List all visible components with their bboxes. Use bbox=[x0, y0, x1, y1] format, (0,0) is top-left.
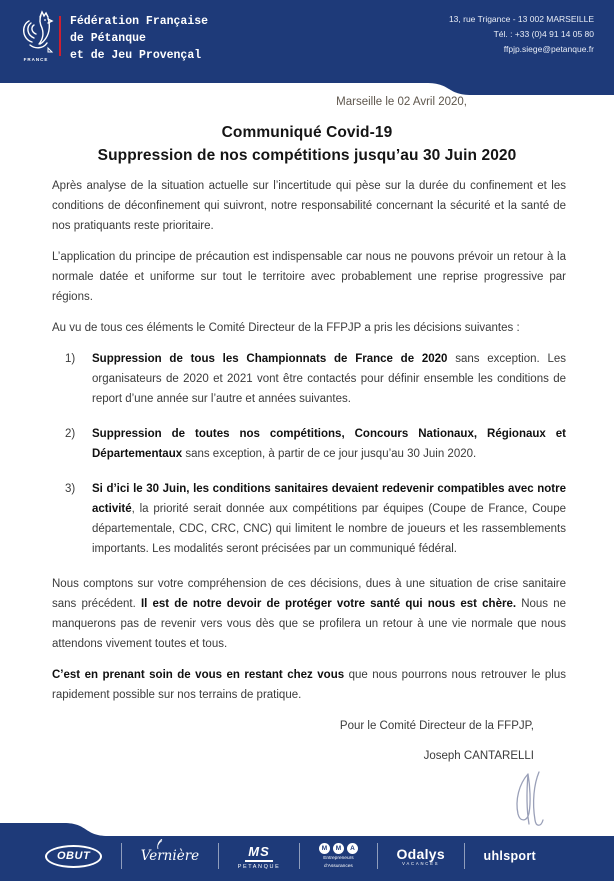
paragraph: L’application du principe de précaution est indispensable car nous ne pouvons prévoir un retour à la normale datée et uniforme sur tout le territoire avec probablement une reprise progressive par régions. bbox=[52, 251, 566, 303]
org-name bbox=[70, 13, 208, 64]
address-email: ffpjp.siege@petanque.fr bbox=[503, 44, 594, 54]
org-name-line3: et de Jeu Provençal bbox=[70, 49, 202, 62]
letter-title-line1: Communiqué Covid-19 bbox=[221, 124, 393, 141]
list-item-text: Suppression de toutes nos compétitions, Concours Nationaux, Régionaux et Départementaux sans exception, à partir de ce jour jusqu’au 30 Juin 2020. bbox=[92, 428, 566, 460]
list-item-text: Suppression de tous les Championnats de France de 2020 sans exception. Les organisateurs de 2020 et 2021 vont être contactés pour définir ensemble les conditions de report d’une année sur l’autre et années suivantes. bbox=[92, 353, 566, 405]
sponsor-divider bbox=[218, 843, 219, 869]
rooster-icon bbox=[17, 8, 55, 54]
mma-sub-line2: d’Assurances bbox=[324, 863, 353, 869]
mma-letter-a: A bbox=[347, 843, 358, 854]
obut-logo bbox=[45, 845, 102, 868]
sponsor-bar bbox=[45, 838, 536, 874]
mma-letter-m1: M bbox=[319, 843, 330, 854]
list-item-text: Si d’ici le 30 Juin, les conditions sanitaires devaient redevenir compatibles avec notre activité, la priorité serait donnée aux compétitions par équipes (Coupe de France, Coupe départementale, CDC, CRC, CNC) qui limitent le nombre de joueurs et les rassemblements importants. Les modalités seront précisées par un communiqué fédéral. bbox=[92, 483, 566, 555]
uhlsport-logo: uhlsport bbox=[483, 849, 536, 863]
list-item-number: 1) bbox=[65, 353, 76, 365]
paragraph: C’est en prenant soin de vous en restant chez vous que nous pourrons nous retrouver le plus rapidement possible sur nos terrains de pratique. bbox=[52, 669, 566, 701]
address-street: 13, rue Trigance - 13 002 MARSEILLE bbox=[448, 14, 594, 24]
odalys-logo bbox=[396, 846, 445, 866]
ms-label: MS bbox=[245, 844, 273, 862]
mma-sub-line1: Entrepreneurs bbox=[323, 855, 354, 861]
date-line: Marseille le 02 Avril 2020, bbox=[336, 96, 467, 108]
sponsor-divider bbox=[299, 843, 300, 869]
odalys-sub-label: VACANCES bbox=[402, 861, 440, 866]
body-blocks bbox=[52, 176, 566, 705]
mma-letter-m2: M bbox=[333, 843, 344, 854]
org-name-line1: Fédération Française bbox=[70, 15, 209, 28]
paragraph: Au vu de tous ces éléments le Comité Directeur de la FFPJP a pris les décisions suivantes : bbox=[52, 322, 520, 334]
header-address bbox=[449, 12, 594, 57]
document-body bbox=[52, 176, 566, 766]
letterhead bbox=[0, 0, 614, 95]
logo-caption: FRANCE bbox=[23, 57, 49, 62]
ffpjp-logo bbox=[16, 8, 56, 62]
mma-logo bbox=[319, 843, 358, 870]
sponsor-divider bbox=[464, 843, 465, 869]
decision-list-item bbox=[52, 349, 566, 409]
letter-title bbox=[0, 121, 614, 167]
odalys-label: Odalys bbox=[396, 846, 445, 862]
paragraph: Après analyse de la situation actuelle sur l’incertitude qui pèse sur la durée du confinement et les conditions de déconfinement qui suivront, notre responsabilité concernant la sécurité et la santé de nos pratiquants reste prioritaire. bbox=[52, 180, 566, 232]
decision-list-item bbox=[52, 424, 566, 464]
ms-petanque-logo bbox=[238, 843, 281, 870]
address-phone: Tél. : +33 (0)4 91 14 05 80 bbox=[493, 29, 594, 39]
decision-list-item bbox=[52, 479, 566, 559]
mma-circles bbox=[319, 843, 358, 854]
closing-block bbox=[52, 716, 566, 766]
list-item-number: 3) bbox=[65, 483, 76, 495]
paragraph: Nous comptons sur votre compréhension de ces décisions, dues à une situation de crise sanitaire sans précédent. Il est de notre devoir de protéger votre santé qui nous est chère. Nous ne manquerons pas de revenir vers vous dès que se profilera un retour à une vie normale que nous attendons vivement toutes et tous. bbox=[52, 578, 567, 650]
signer-name: Joseph CANTARELLI bbox=[423, 750, 534, 762]
sponsor-divider bbox=[377, 843, 378, 869]
list-item-number: 2) bbox=[65, 428, 76, 440]
closing-for-line: Pour le Comité Directeur de la FFPJP, bbox=[339, 720, 534, 732]
org-name-line2: de Pétanque bbox=[70, 32, 146, 45]
letter-title-line2: Suppression de nos compétitions jusqu’au 30 Juin 2020 bbox=[97, 147, 517, 164]
obut-label: OBUT bbox=[45, 845, 102, 868]
feather-icon bbox=[155, 839, 164, 849]
verniere-logo bbox=[141, 848, 199, 864]
header-red-divider bbox=[59, 16, 61, 56]
verniere-label: Vernière bbox=[140, 848, 200, 864]
sponsor-divider bbox=[121, 843, 122, 869]
ms-sub-label: PETANQUE bbox=[237, 863, 281, 870]
